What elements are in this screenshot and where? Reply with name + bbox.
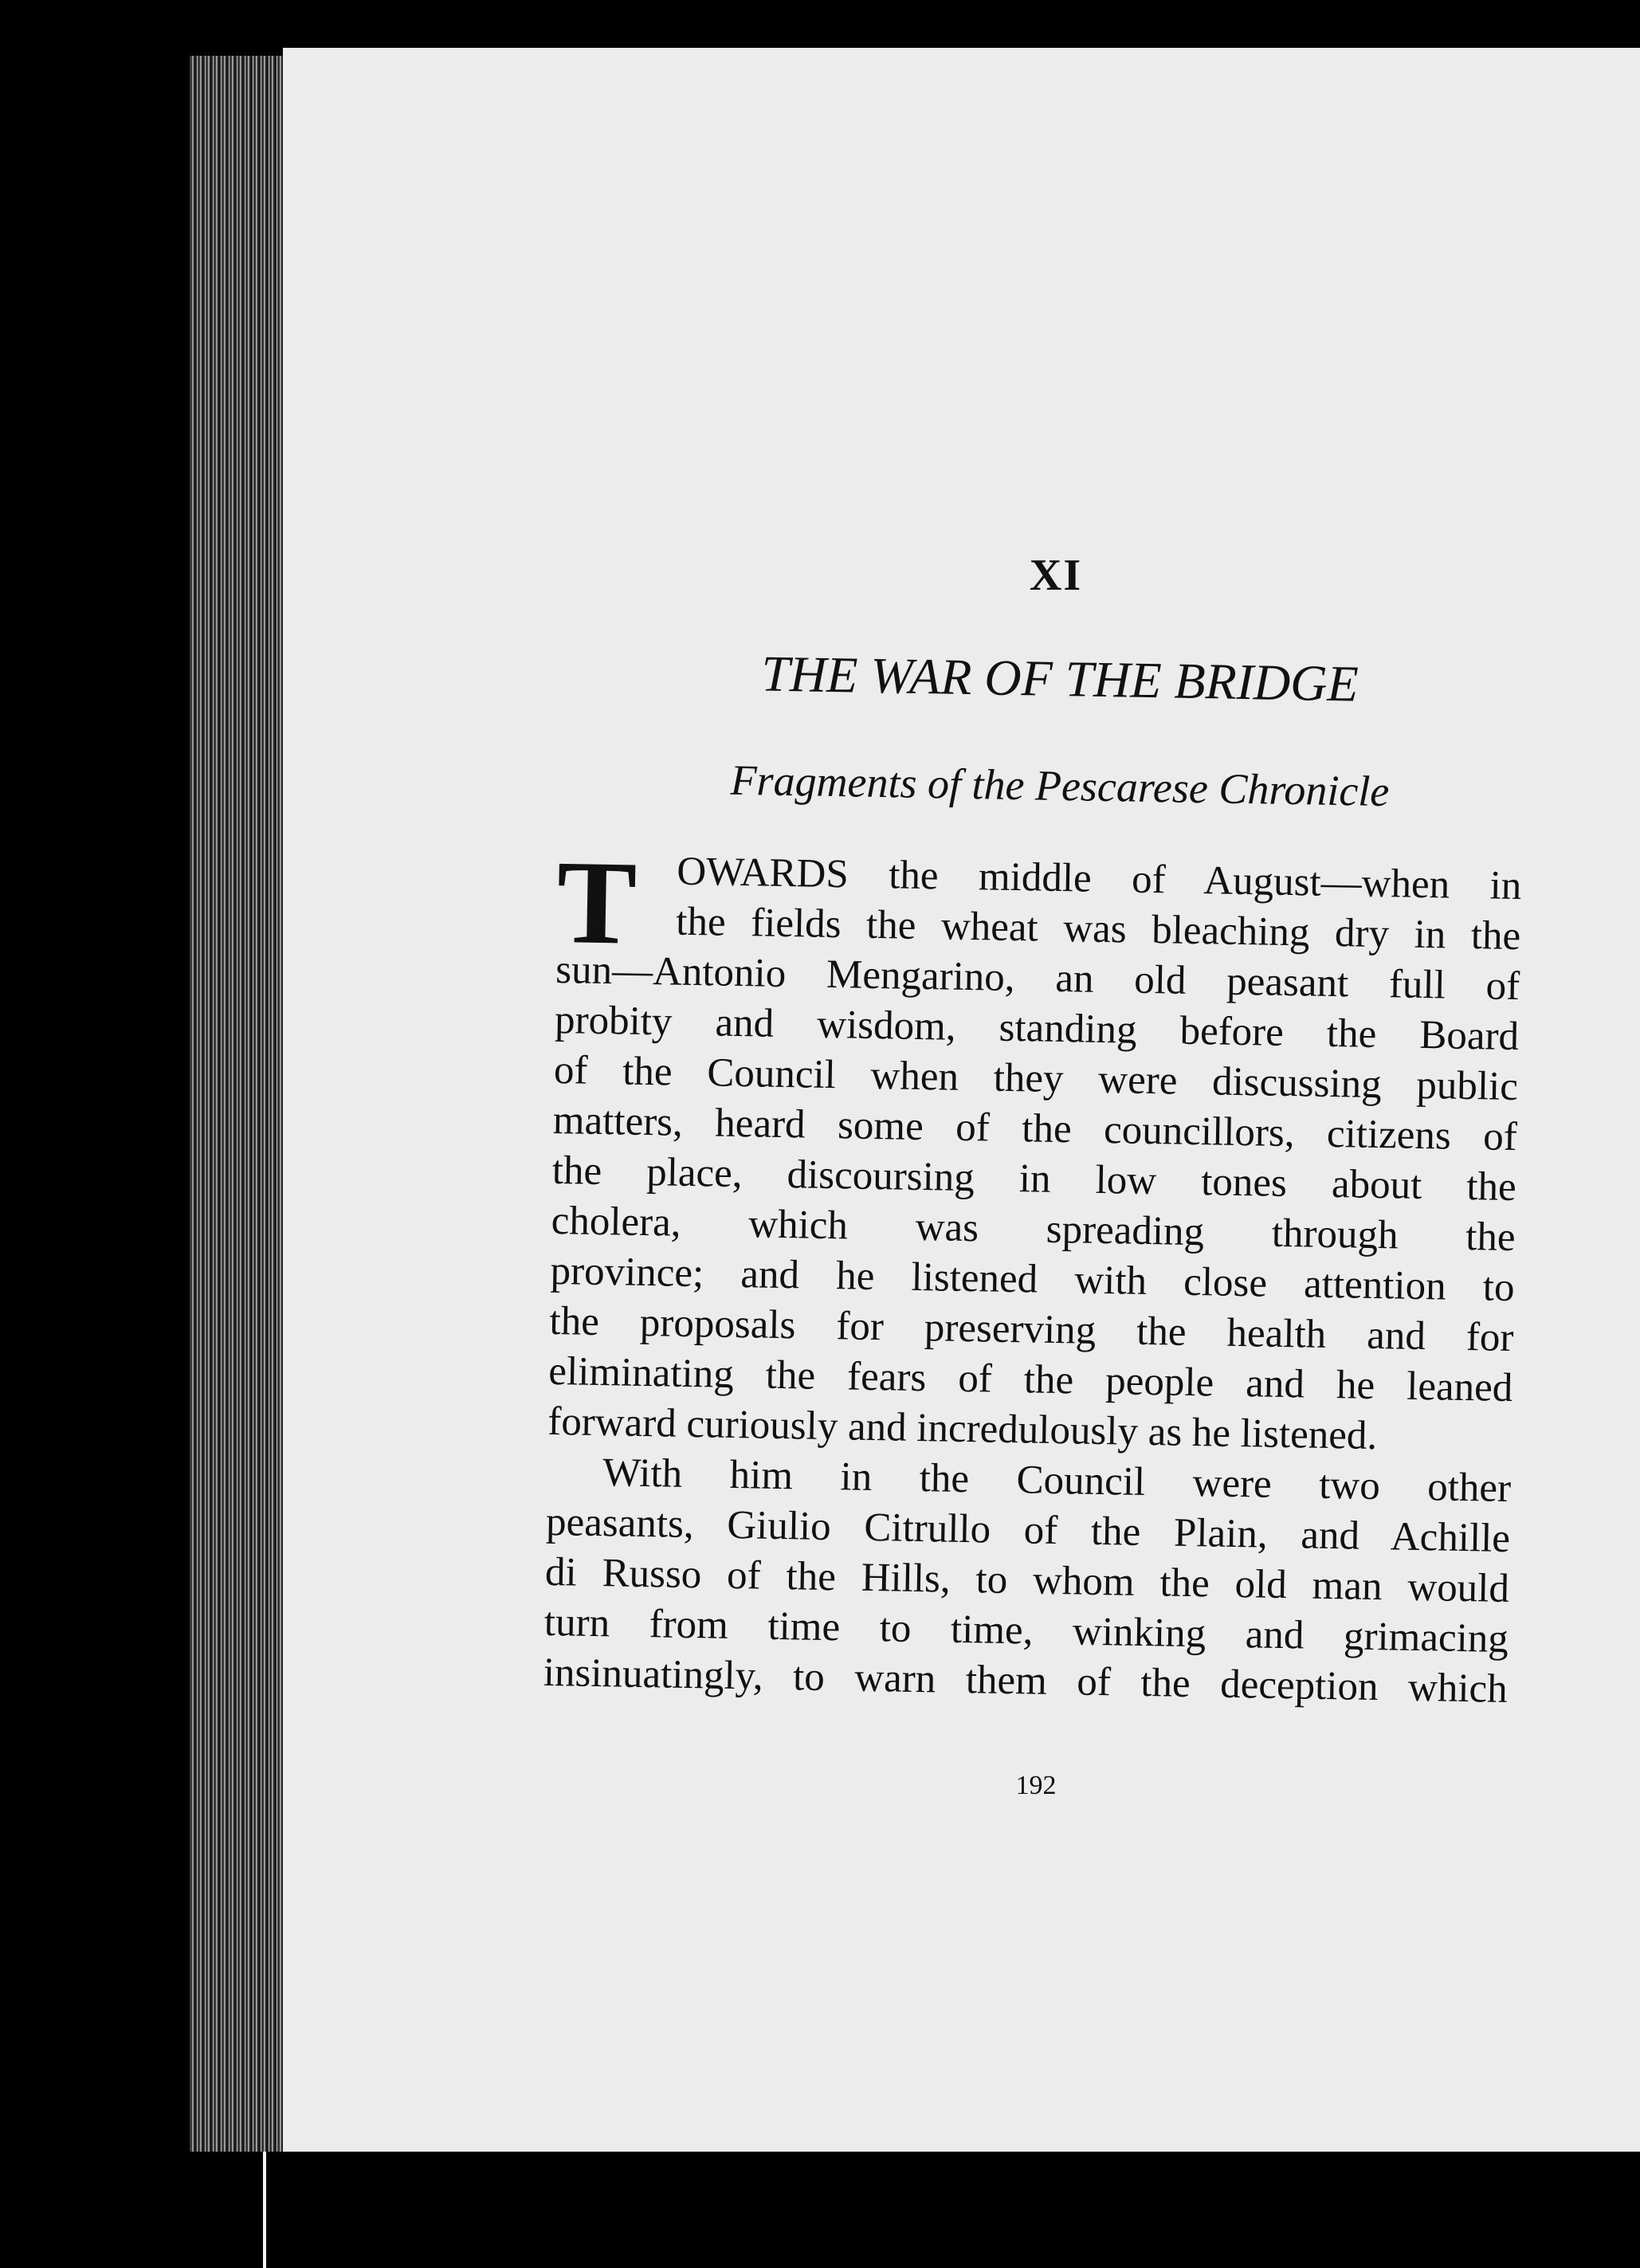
text-line: the fields the wheat was bleaching dry in the bbox=[675, 899, 1521, 959]
text-line: forward curiously and incredulously as he listened. bbox=[547, 1399, 1378, 1459]
page-number: 192 bbox=[1015, 1771, 1057, 1800]
drop-cap: T bbox=[555, 836, 638, 970]
page-edges bbox=[190, 56, 285, 2152]
text-line: peasants, Giulio Citrullo of the Plain, and Achille bbox=[545, 1499, 1511, 1561]
text-line: the proposals for preserving the health and for bbox=[549, 1298, 1514, 1361]
text-line: probity and wisdom, standing before the Board bbox=[554, 997, 1520, 1060]
chapter-number: XI bbox=[1029, 551, 1083, 600]
text-line: turn from time to time, winking and grimacing bbox=[543, 1599, 1509, 1662]
text-line: of the Council when they were discussing public bbox=[553, 1047, 1519, 1110]
scan-mark bbox=[263, 2152, 266, 2268]
chapter-title: THE WAR OF THE BRIDGE bbox=[760, 645, 1359, 712]
text-line: province; and he listened with close attention to bbox=[550, 1248, 1515, 1311]
text-line: sun—Antonio Mengarino, an old peasant full of bbox=[555, 947, 1520, 1010]
text-line: di Russo of the Hills, to whom the old man would bbox=[544, 1549, 1510, 1611]
chapter-subtitle: Fragments of the Pescarese Chronicle bbox=[730, 755, 1390, 816]
text-line: matters, heard some of the councillors, citizens of bbox=[552, 1097, 1518, 1160]
text-line: OWARDS the middle of August—when in bbox=[676, 849, 1522, 909]
text-line: cholera, which was spreading through the bbox=[551, 1198, 1516, 1261]
text-line: insinuatingly, to warn them of the deception which bbox=[543, 1650, 1509, 1712]
text-line: With him in the Council were two other bbox=[602, 1450, 1512, 1511]
body-text bbox=[543, 836, 1522, 1715]
text-line: the place, discoursing in low tones about the bbox=[551, 1148, 1517, 1211]
text-line: eliminating the fears of the people and he leaned bbox=[547, 1348, 1513, 1411]
